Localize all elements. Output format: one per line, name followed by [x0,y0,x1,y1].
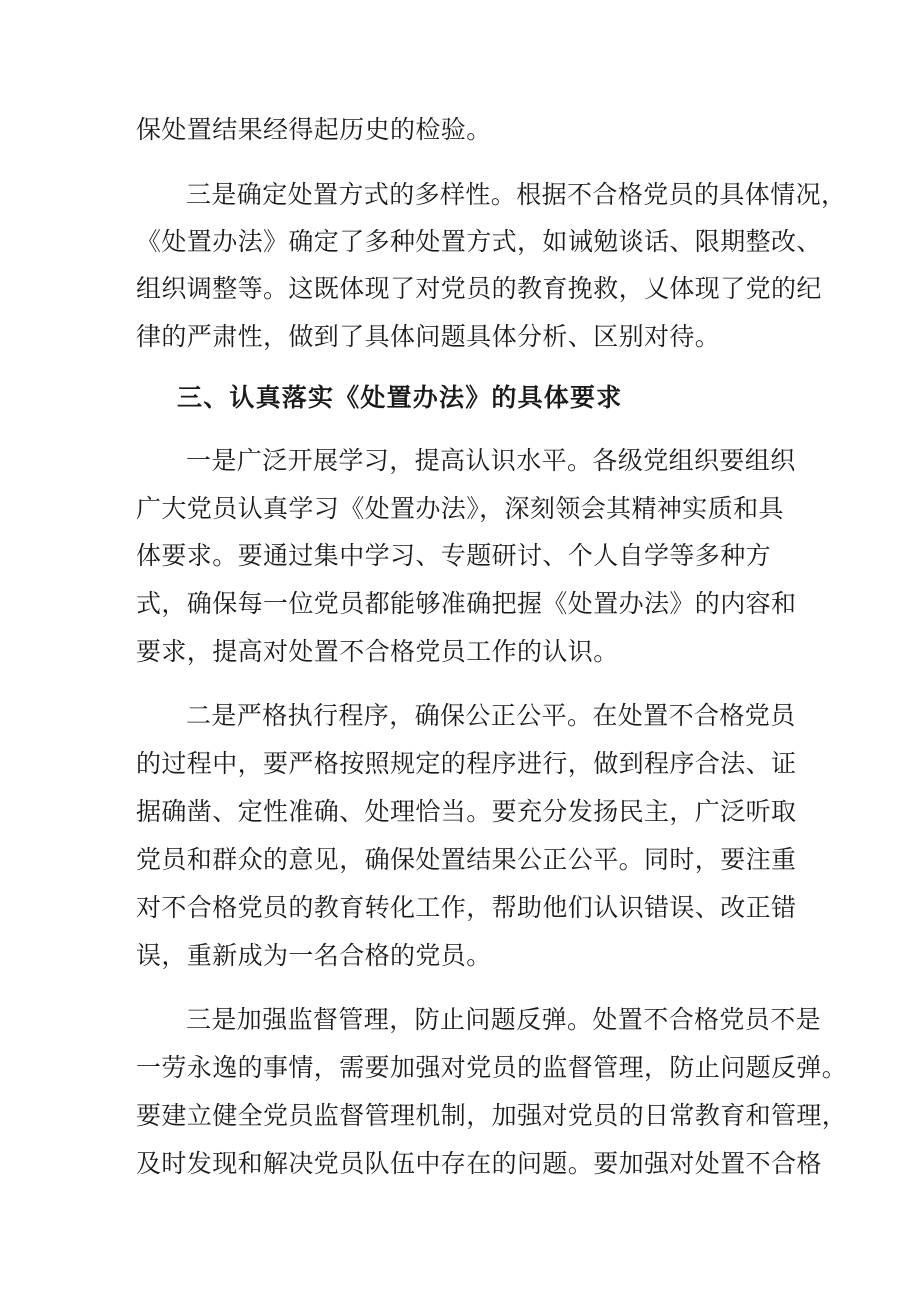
text-line-7: 一是广泛开展学习，提高认识水平。各级党组织要组织 [186,446,796,475]
text-line-16: 对不合格党员的教育转化工作，帮助他们认识错误、改正错 [136,893,797,922]
text-line-17: 误，重新成为一名合格的党员。 [136,941,492,970]
text-line-11: 要求，提高对处置不合格党员工作的认识。 [136,637,619,666]
text-line-8: 广大党员认真学习《处置办法》，深刻领会其精神实质和具 [136,494,784,523]
text-line-13: 的过程中，要严格按照规定的程序进行，做到程序合法、证 [136,749,797,778]
text-line-10: 式，确保每一位党员都能够准确把握《处置办法》的内容和 [136,589,797,618]
text-line-14: 据确凿、定性准确、处理恰当。要充分发扬民主，广泛听取 [136,797,797,826]
text-line-21: 及时发现和解决党员队伍中存在的问题。要加强对处置不合格 [136,1149,822,1178]
text-line-18: 三是加强监督管理，防止问题反弹。处置不合格党员不是 [186,1005,822,1034]
text-line-5: 律的严肃性，做到了具体问题具体分析、区别对待。 [136,322,721,351]
text-line-19: 一劳永逸的事情，需要加强对党员的监督管理，防止问题反弹。 [136,1053,848,1082]
text-line-3: 《处置办法》确定了多种处置方式，如诫勉谈话、限期整改、 [136,227,822,256]
text-line-2: 三是确定处置方式的多样性。根据不合格党员的具体情况， [186,180,847,209]
text-line-9: 体要求。要通过集中学习、专题研讨、个人自学等多种方 [136,541,772,570]
text-line-1: 保处置结果经得起历史的检验。 [136,115,492,144]
text-line-15: 党员和群众的意见，确保处置结果公正公平。同时，要注重 [136,845,797,874]
text-line-20: 要建立健全党员监督管理机制，加强对党员的日常教育和管理， [136,1101,848,1130]
text-line-4: 组织调整等。这既体现了对党员的教育挽救，乂体现了党的纪 [136,274,822,303]
section-heading: 三、认真落实《处置办法》的具体要求 [177,383,623,412]
text-line-12: 二是严格执行程序，确保公正公平。在处置不合格党员 [186,701,796,730]
